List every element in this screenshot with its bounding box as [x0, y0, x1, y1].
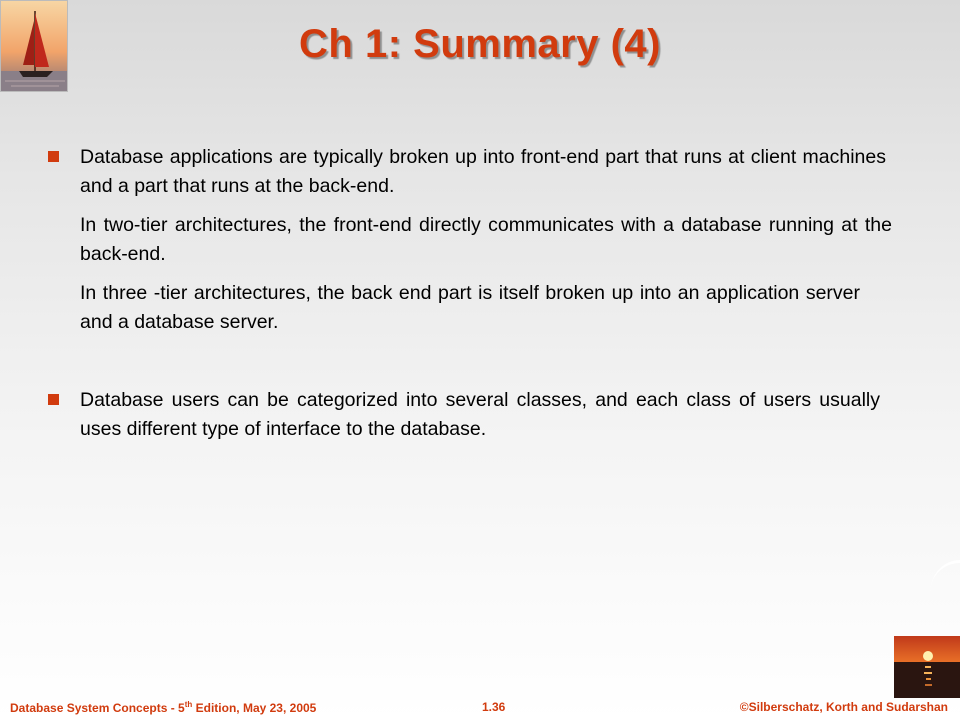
- sub-paragraph-two-tier-text: In two-tier architectures, the front-end directly communicates with a database running at the back-end.: [80, 214, 892, 265]
- bullet-square-icon: [48, 151, 59, 162]
- footer-book-sup: th: [184, 700, 193, 709]
- slide-title: Ch 1: Summary (4): [299, 22, 661, 66]
- sub-paragraph-three-tier-text: In three -tier architectures, the back end part is itself broken up into an application server and a database server.: [80, 282, 860, 333]
- sub-paragraph-three-tier: [80, 279, 860, 337]
- footer-book-info: [10, 700, 316, 715]
- decorative-swoosh: [930, 560, 960, 593]
- sub-paragraph-two-tier: [80, 211, 892, 269]
- footer-book-prefix: Database System Concepts - 5: [10, 701, 185, 715]
- bullet-text: Database applications are typically broken up into front-end part that runs at client machines and a part that runs at the back-end.: [80, 146, 886, 197]
- footer-copyright: ©Silberschatz, Korth and Sudarshan: [739, 700, 948, 714]
- bullet-square-icon: [48, 394, 59, 405]
- sunset-logo-icon: [894, 636, 960, 698]
- footer-page-number: 1.36: [482, 700, 506, 714]
- footer-book-suffix: Edition, May 23, 2005: [192, 701, 317, 715]
- bullet-text: Database users can be categorized into several classes, and each class of users usually uses different type of interface to the database.: [80, 389, 880, 440]
